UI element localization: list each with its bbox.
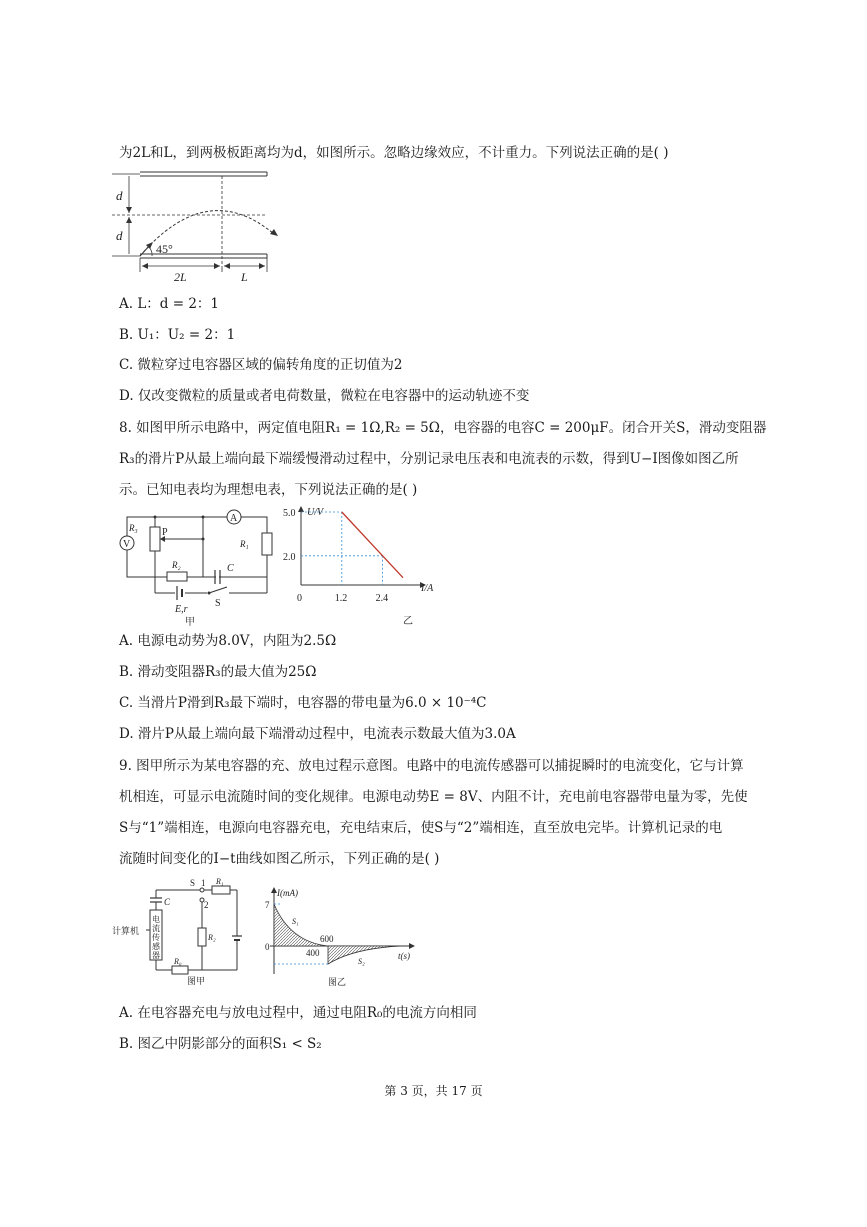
discharge-area bbox=[328, 946, 402, 964]
figure-charging-circuit bbox=[112, 878, 262, 988]
q9-text-line-1: 9. 图甲所示为某电容器的充、放电过程示意图。电路中的电流传感器可以捕捉瞬时的电流变化，它与计算 bbox=[119, 758, 744, 774]
r0-label: R₀ bbox=[174, 957, 182, 966]
chart-u-i bbox=[283, 503, 443, 628]
r2-label: R₂ bbox=[172, 560, 181, 570]
chart-i-t bbox=[262, 884, 422, 988]
terminal-2-label: 2 bbox=[204, 900, 209, 910]
q7-option-c: C. 微粒穿过电容器区域的偏转角度的正切值为2 bbox=[119, 357, 403, 373]
x-tick-label: 2.4 bbox=[375, 593, 389, 604]
r3-label: R₃ bbox=[129, 523, 138, 533]
terminal-1-label: 1 bbox=[201, 878, 206, 888]
caption-fig-yi: 图乙 bbox=[328, 977, 347, 987]
q8-text-line-3: 示。已知电表均为理想电表，下列说法正确的是( ) bbox=[119, 482, 418, 498]
r1-label: R₁ bbox=[216, 877, 224, 886]
q7-option-a: A. L：d = 2：1 bbox=[119, 296, 220, 312]
switch-s-label: S bbox=[190, 878, 196, 888]
q8-text-line-2: R₃的滑片P从最上端向最下端缓慢滑动过程中，分别记录电压表和电流表的示数，得到U−I图像如图乙所 bbox=[119, 451, 739, 467]
q8-option-a: A. 电源电动势为8.0V，内阻为2.5Ω bbox=[119, 633, 337, 649]
origin-label: 0 bbox=[297, 593, 302, 604]
sensor-label-2: 流 bbox=[152, 924, 160, 933]
y-tick-label: 5.0 bbox=[283, 508, 296, 519]
q7-option-d: D. 仅改变微粒的质量或者电荷数量，微粒在电容器中的运动轨迹不变 bbox=[119, 388, 530, 404]
voltmeter-label: V bbox=[123, 539, 131, 550]
figure-capacitor-trajectory bbox=[112, 168, 282, 286]
slider-p-label: P bbox=[162, 527, 168, 538]
sensor-label-4: 感 bbox=[152, 942, 160, 951]
sensor-label-5: 器 bbox=[152, 951, 160, 960]
it-y-tick-7: 7 bbox=[265, 900, 270, 910]
length-l-label: L bbox=[241, 270, 248, 284]
d-label-top: d bbox=[116, 188, 123, 203]
q8-option-b: B. 滑动变阻器R₃的最大值为25Ω bbox=[119, 664, 317, 680]
y-axis-label: U/V bbox=[307, 507, 324, 518]
sensor-label-3: 传 bbox=[152, 933, 160, 942]
ammeter-label: A bbox=[230, 513, 238, 524]
y-tick-label: 2.0 bbox=[283, 551, 296, 563]
d-label-bottom: d bbox=[116, 228, 123, 243]
caption-fig-jia: 图甲 bbox=[187, 976, 206, 986]
r1-label: R₁ bbox=[240, 539, 249, 549]
capacitor-label: C bbox=[227, 563, 234, 574]
x-tick-label: 1.2 bbox=[334, 593, 348, 604]
switch-label: S bbox=[215, 598, 221, 609]
question-7-text: 为2L和L，到两极板距离均为d，如图所示。忽略边缘效应，不计重力。下列说法正确的是( ) bbox=[119, 145, 669, 161]
it-x-tick-400: 400 bbox=[306, 948, 320, 958]
q9-text-line-2: 机相连，可显示电流随时间的变化规律。电源电动势E = 8V、内阻不计，充电前电容器带电量为零，先使 bbox=[119, 789, 748, 805]
u-i-line bbox=[342, 512, 403, 578]
s1-label: S₁ bbox=[292, 917, 299, 926]
battery-label: E,r bbox=[175, 604, 188, 615]
caption-jia: 甲 bbox=[185, 617, 195, 628]
q8-option-c: C. 当滑片P滑到R₃最下端时，电容器的带电量为6.0 × 10⁻⁴C bbox=[119, 695, 487, 711]
length-2l-label: 2L bbox=[174, 270, 187, 284]
it-x-tick-600: 600 bbox=[320, 934, 334, 944]
it-x-axis-label: t(s) bbox=[398, 951, 410, 961]
capacitor-c-label: C bbox=[164, 897, 171, 907]
sensor-label-1: 电 bbox=[152, 915, 160, 924]
x-axis-label: I/A bbox=[421, 583, 434, 594]
it-origin-label: 0 bbox=[265, 942, 270, 952]
q7-option-b: B. U₁：U₂ = 2：1 bbox=[119, 327, 236, 343]
q8-text-line-1: 8. 如图甲所示电路中，两定值电阻R₁ = 1Ω,R₂ = 5Ω，电容器的电容C = 200μF。闭合开关S，滑动变阻器 bbox=[119, 420, 767, 436]
q9-text-line-3: S与“1”端相连，电源向电容器充电，充电结束后，使S与“2”端相连，直至放电完毕。计算机记录的电 bbox=[119, 820, 723, 836]
computer-label: 计算机 bbox=[112, 926, 140, 936]
it-y-axis-label: I(mA) bbox=[277, 888, 298, 898]
figure-circuit-jia bbox=[117, 505, 277, 630]
angle-label: 45° bbox=[156, 242, 173, 256]
page-footer: 第 3 页，共 17 页 bbox=[384, 1084, 483, 1098]
q9-option-a: A. 在电容器充电与放电过程中，通过电阻R₀的电流方向相同 bbox=[119, 1005, 477, 1021]
s2-label: S₂ bbox=[358, 957, 365, 966]
q9-text-line-4: 流随时间变化的I−t曲线如图乙所示，下列正确的是( ) bbox=[119, 851, 440, 867]
caption-yi: 乙 bbox=[403, 616, 413, 627]
q9-option-b: B. 图乙中阴影部分的面积S₁ < S₂ bbox=[119, 1036, 322, 1052]
r2-label: R₂ bbox=[208, 933, 216, 942]
q8-option-d: D. 滑片P从最上端向最下端滑动过程中，电流表示数最大值为3.0A bbox=[119, 726, 516, 742]
